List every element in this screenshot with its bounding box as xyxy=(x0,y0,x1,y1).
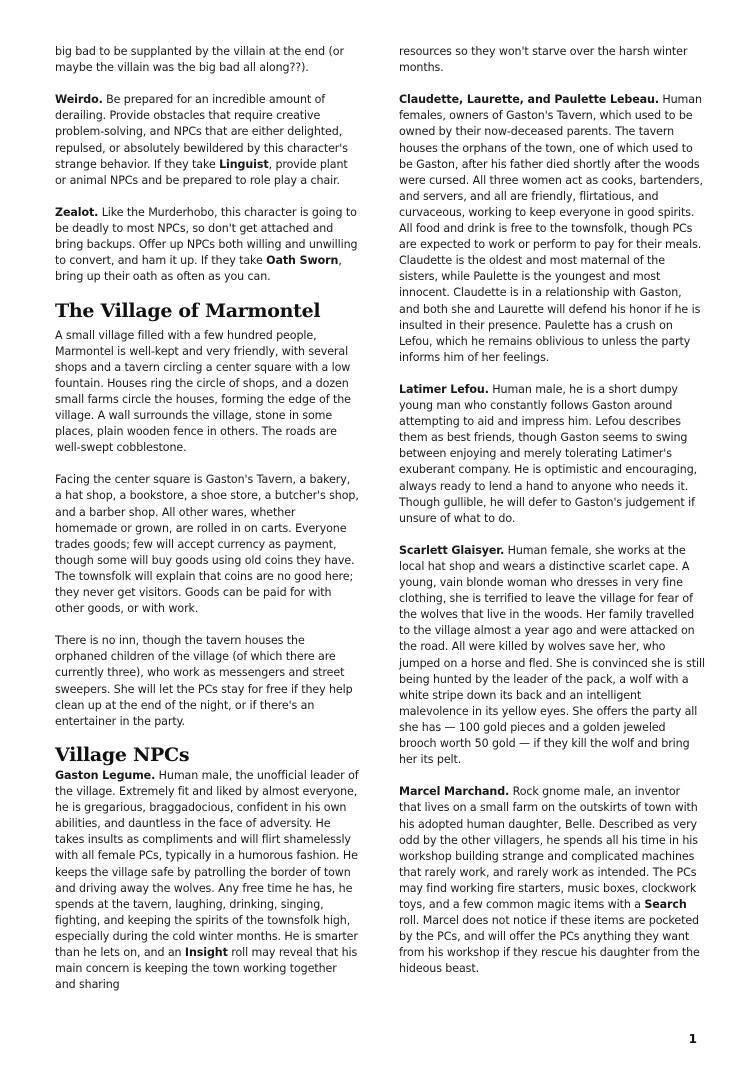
entry-text: , bring up their oath as often as you can. xyxy=(55,254,342,284)
lebeau-entry xyxy=(399,92,705,366)
zealot-entry xyxy=(55,205,360,285)
entry-text: Human females, owners of Gaston's Tavern, which used to be owned by their now-deceased parents. The tavern houses the orphans of the town, one of which used to be Gaston, after his father died shortly after the woods were cursed. All three women act as cooks, bartenders, and servers, and all are friendly, flirtatious, and curvaceous, working to keep everyone in good spirits. All food and drink is free to the townsfolk, though PCs are expected to work or perform to pay for their meals. Claudette is the oldest and most maternal of the sisters, while Paulette is the youngest and most innocent. Claudette is in a relationship with Gaston, and both she and Laurette will defend his honor if he is insulted in their presence. Paulette has a crush on Lefou, which he remains oblivious to unless the party informs him of her feelings. xyxy=(399,93,703,364)
entry-text: Rock gnome male, an inventor that lives on a small farm on the outskirts of town with his adopted human daughter, Belle. Described as very odd by the other villagers, he spends all his time in his workshop building strange and complicated machines that rarely work, and rarely work as intended. The PCs may find working fire starters, music boxes, clockwork toys, and a few common magic items with a xyxy=(399,785,698,911)
npcs-heading: Village NPCs xyxy=(55,743,190,766)
entry-text: Human male, he is a short dumpy young man who constantly follows Gaston around attempting to aid and impress him. Lefou describes them as best friends, though Gaston seems to swing between enjoying and merely tolerating Latimer's exuberant company. He is optimistic and encouraging, always ready to lend a hand to anyone who needs it. Though gullible, he will defer to Gaston's judgement if unsure of what to do. xyxy=(399,382,698,525)
entry-term: Gaston Legume. xyxy=(55,768,156,782)
village-paragraph: Facing the center square is Gaston's Tavern, a bakery, a hat shop, a bookstore, a shoe store, a butcher's shop, and a barber shop. All other wares, whether homemade or grown, are rolled in on carts. Everyone trades goods; few will accept currency as payment, though some will buy goods using old coins they have. The townsfolk will explain that coins are no good here; they never get visitors. Goods can be paid for with other goods, or with work. xyxy=(55,473,359,616)
entry-text: , provide plant or animal NPCs and be prepared to role play a chair. xyxy=(55,157,348,187)
intro-continuation: big bad to be supplanted by the villain at the end (or maybe the villain was the big bad all along??). xyxy=(55,45,344,75)
page-number: 1 xyxy=(688,1032,697,1046)
village-paragraph: There is no inn, though the tavern houses the orphaned children of the village (of which there are currently three), who work as messengers and street sweepers. She will let the PCs stay for free if they help clean up at the end of the night, or if there's an entertainer in the party. xyxy=(55,634,353,728)
skill-term: Linguist xyxy=(219,157,269,171)
skill-term: Oath Sworn xyxy=(266,254,339,268)
entry-text: Like the Murderhobo, this character is going to be deadly to most NPCs, so don't get attached and bring backups. Offer up NPCs both willing and unwilling to convert, and ham it up. If they take xyxy=(55,205,358,268)
entry-text: Human female, she works at the local hat shop and wears a distinctive scarlet cape. A young, vain blonde woman who dresses in very fine clothing, she is terrified to leave the village for fear of the wolves that live in the woods. Her family travelled to the village almost a year ago and were attacked on the road. All were killed by wolves save her, who jumped on a horse and fled. She is convinced she is still being hunted by the leader of the pack, a wolf with a white stripe down its back and an intelligent malevolence in its yellow eyes. She offers the party all she has — 100 gold pieces and a golden jeweled brooch worth 50 gold — if they kill the wolf and bring her its pelt. xyxy=(399,543,705,767)
skill-term: Search xyxy=(644,897,687,911)
weirdo-entry xyxy=(55,92,360,189)
entry-term: Claudette, Laurette, and Paulette Lebeau. xyxy=(399,93,659,107)
entry-term: Weirdo. xyxy=(55,93,103,107)
gaston-continuation: resources so they won't starve over the harsh winter months. xyxy=(399,45,688,75)
entry-term: Zealot. xyxy=(55,205,99,219)
village-heading: The Village of Marmontel xyxy=(55,299,321,322)
entry-term: Latimer Lefou. xyxy=(399,382,489,396)
left-column xyxy=(55,44,360,993)
entry-text: Human male, the unofficial leader of the village. Extremely fit and liked by almost everyone, he is gregarious, braggadocious, confident in his own abilities, and dauntless in the face of adversity. He takes insults as compliments and will flirt shamelessly with all female PCs, typically in a humorous fashion. He keeps the village safe by patrolling the border of town and driving away the wolves. Any free time he has, he spends at the tavern, laughing, drinking, singing, fighting, and keeping the spirits of the townsfolk high, especially during the cold winter months. He is smarter than he lets on, and an xyxy=(55,768,359,959)
lefou-entry xyxy=(399,382,705,527)
right-column xyxy=(399,44,705,977)
village-paragraph: A small village filled with a few hundred people, Marmontel is well-kept and very friendly, with several shops and a tavern circling a center square with a low fountain. Houses ring the circle of shops, and a dozen small farms circle the houses, forming the edge of the village. A wall surrounds the village, stone in some places, plain wooden fence in others. The roads are well-swept cobblestone. xyxy=(55,328,351,455)
marcel-entry xyxy=(399,784,705,977)
entry-term: Scarlett Glaisyer. xyxy=(399,543,505,557)
entry-text: roll. Marcel does not notice if these items are pocketed by the PCs, and will offer the PCs anything they want from his workshop if they rescue his daughter from the hideous beast. xyxy=(399,914,700,976)
gaston-entry xyxy=(55,768,360,993)
entry-text: Be prepared for an incredible amount of derailing. Provide obstacles that require creative problem-solving, and NPCs that are either delighted, repulsed, or absolutely bewildered by this character's strange behavior. If they take xyxy=(55,93,348,171)
entry-term: Marcel Marchand. xyxy=(399,785,510,799)
scarlett-entry xyxy=(399,543,705,768)
entry-text: roll may reveal that his main concern is keeping the town working together and sharing xyxy=(55,945,358,992)
skill-term: Insight xyxy=(184,945,228,959)
